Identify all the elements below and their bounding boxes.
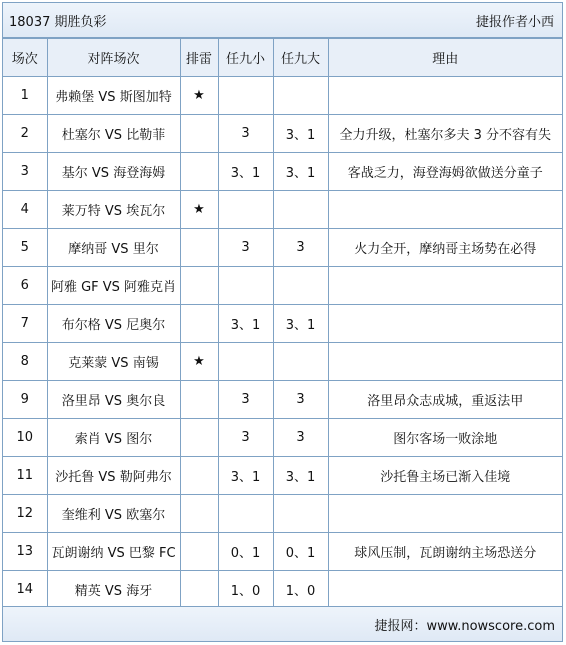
ren9-small-cell: 3、1 — [218, 305, 273, 343]
match-teams-cell: 沙托鲁 VS 勒阿弗尔 — [47, 457, 180, 495]
sheet-title-bar — [3, 3, 562, 38]
match-number-cell: 6 — [3, 267, 47, 305]
match-teams-cell: 索肖 VS 图尔 — [47, 419, 180, 457]
table-row — [3, 495, 562, 533]
ren9-big-cell: 1、0 — [273, 571, 328, 609]
match-teams-cell: 莱万特 VS 埃瓦尔 — [47, 191, 180, 229]
match-number-cell: 14 — [3, 571, 47, 609]
ren9-big-cell: 3、1 — [273, 305, 328, 343]
ren9-small-cell — [218, 343, 273, 381]
ren9-big-cell: 3 — [273, 229, 328, 267]
reason-cell — [328, 571, 562, 609]
table-row — [3, 419, 562, 457]
col-header-match: 对阵场次 — [47, 39, 180, 77]
match-teams-cell: 阿雅 GF VS 阿雅克肖 — [47, 267, 180, 305]
reason-cell — [328, 77, 562, 115]
ren9-big-cell: 3、1 — [273, 153, 328, 191]
ren9-big-cell — [273, 267, 328, 305]
ren9-small-cell: 3、1 — [218, 153, 273, 191]
mine-star-cell — [180, 153, 218, 191]
table-row — [3, 571, 562, 609]
match-teams-cell: 精英 VS 海牙 — [47, 571, 180, 609]
table-row — [3, 191, 562, 229]
match-number-cell: 1 — [3, 77, 47, 115]
match-teams-cell: 杜塞尔 VS 比勒菲 — [47, 115, 180, 153]
ren9-big-cell: 3、1 — [273, 457, 328, 495]
ren9-small-cell: 1、0 — [218, 571, 273, 609]
match-teams-cell: 奎维利 VS 欧塞尔 — [47, 495, 180, 533]
sheet-footer — [3, 606, 562, 641]
match-number-cell: 11 — [3, 457, 47, 495]
reason-cell: 沙托鲁主场已渐入佳境 — [328, 457, 562, 495]
ren9-big-cell: 3 — [273, 381, 328, 419]
ren9-small-cell: 3 — [218, 229, 273, 267]
prediction-sheet — [2, 2, 563, 642]
match-teams-cell: 基尔 VS 海登海姆 — [47, 153, 180, 191]
prediction-table — [3, 38, 562, 609]
col-header-no: 场次 — [3, 39, 47, 77]
mine-star-cell: ★ — [180, 77, 218, 115]
reason-cell — [328, 267, 562, 305]
ren9-big-cell: 0、1 — [273, 533, 328, 571]
mine-star-cell — [180, 305, 218, 343]
match-number-cell: 4 — [3, 191, 47, 229]
match-teams-cell: 摩纳哥 VS 里尔 — [47, 229, 180, 267]
mine-star-cell — [180, 267, 218, 305]
match-teams-cell: 洛里昂 VS 奥尔良 — [47, 381, 180, 419]
mine-star-cell — [180, 533, 218, 571]
author-label: 捷报作者小西 — [475, 14, 554, 30]
mine-star-cell — [180, 457, 218, 495]
match-teams-cell: 布尔格 VS 尼奥尔 — [47, 305, 180, 343]
match-number-cell: 13 — [3, 533, 47, 571]
ren9-big-cell — [273, 191, 328, 229]
issue-title: 18037 期胜负彩 — [9, 14, 107, 30]
ren9-big-cell: 3 — [273, 419, 328, 457]
table-row — [3, 77, 562, 115]
match-number-cell: 7 — [3, 305, 47, 343]
reason-cell: 球风压制，瓦朗谢纳主场恐送分 — [328, 533, 562, 571]
match-number-cell: 5 — [3, 229, 47, 267]
reason-cell: 全力升级，杜塞尔多夫 3 分不容有失 — [328, 115, 562, 153]
match-number-cell: 3 — [3, 153, 47, 191]
reason-cell: 洛里昂众志成城，重返法甲 — [328, 381, 562, 419]
match-number-cell: 10 — [3, 419, 47, 457]
mine-star-cell — [180, 381, 218, 419]
table-row — [3, 457, 562, 495]
ren9-small-cell — [218, 267, 273, 305]
ren9-small-cell: 3 — [218, 115, 273, 153]
match-number-cell: 8 — [3, 343, 47, 381]
reason-cell: 火力全开，摩纳哥主场势在必得 — [328, 229, 562, 267]
reason-cell — [328, 305, 562, 343]
match-number-cell: 12 — [3, 495, 47, 533]
ren9-big-cell — [273, 495, 328, 533]
match-teams-cell: 瓦朗谢纳 VS 巴黎 FC — [47, 533, 180, 571]
mine-star-cell — [180, 419, 218, 457]
ren9-small-cell — [218, 191, 273, 229]
match-number-cell: 9 — [3, 381, 47, 419]
reason-cell: 图尔客场一败涂地 — [328, 419, 562, 457]
reason-cell — [328, 495, 562, 533]
table-row — [3, 381, 562, 419]
ren9-small-cell: 3、1 — [218, 457, 273, 495]
reason-cell: 客战乏力，海登海姆欲做送分童子 — [328, 153, 562, 191]
table-row — [3, 533, 562, 571]
source-label: 捷报网：www.nowscore.com — [374, 618, 555, 634]
mine-star-cell: ★ — [180, 343, 218, 381]
table-row — [3, 115, 562, 153]
ren9-big-cell — [273, 77, 328, 115]
col-header-mine: 排雷 — [180, 39, 218, 77]
table-row — [3, 229, 562, 267]
ren9-small-cell — [218, 495, 273, 533]
table-row — [3, 305, 562, 343]
col-header-big: 任九大 — [273, 39, 328, 77]
ren9-small-cell: 3 — [218, 381, 273, 419]
ren9-small-cell: 0、1 — [218, 533, 273, 571]
reason-cell — [328, 343, 562, 381]
table-row — [3, 267, 562, 305]
table-header-row — [3, 39, 562, 77]
ren9-big-cell — [273, 343, 328, 381]
col-header-small: 任九小 — [218, 39, 273, 77]
col-header-reason: 理由 — [328, 39, 562, 77]
ren9-small-cell: 3 — [218, 419, 273, 457]
mine-star-cell — [180, 229, 218, 267]
match-number-cell: 2 — [3, 115, 47, 153]
table-row — [3, 343, 562, 381]
ren9-small-cell — [218, 77, 273, 115]
mine-star-cell — [180, 571, 218, 609]
ren9-big-cell: 3、1 — [273, 115, 328, 153]
match-teams-cell: 克莱蒙 VS 南锡 — [47, 343, 180, 381]
mine-star-cell: ★ — [180, 191, 218, 229]
match-teams-cell: 弗赖堡 VS 斯图加特 — [47, 77, 180, 115]
mine-star-cell — [180, 495, 218, 533]
table-row — [3, 153, 562, 191]
mine-star-cell — [180, 115, 218, 153]
reason-cell — [328, 191, 562, 229]
